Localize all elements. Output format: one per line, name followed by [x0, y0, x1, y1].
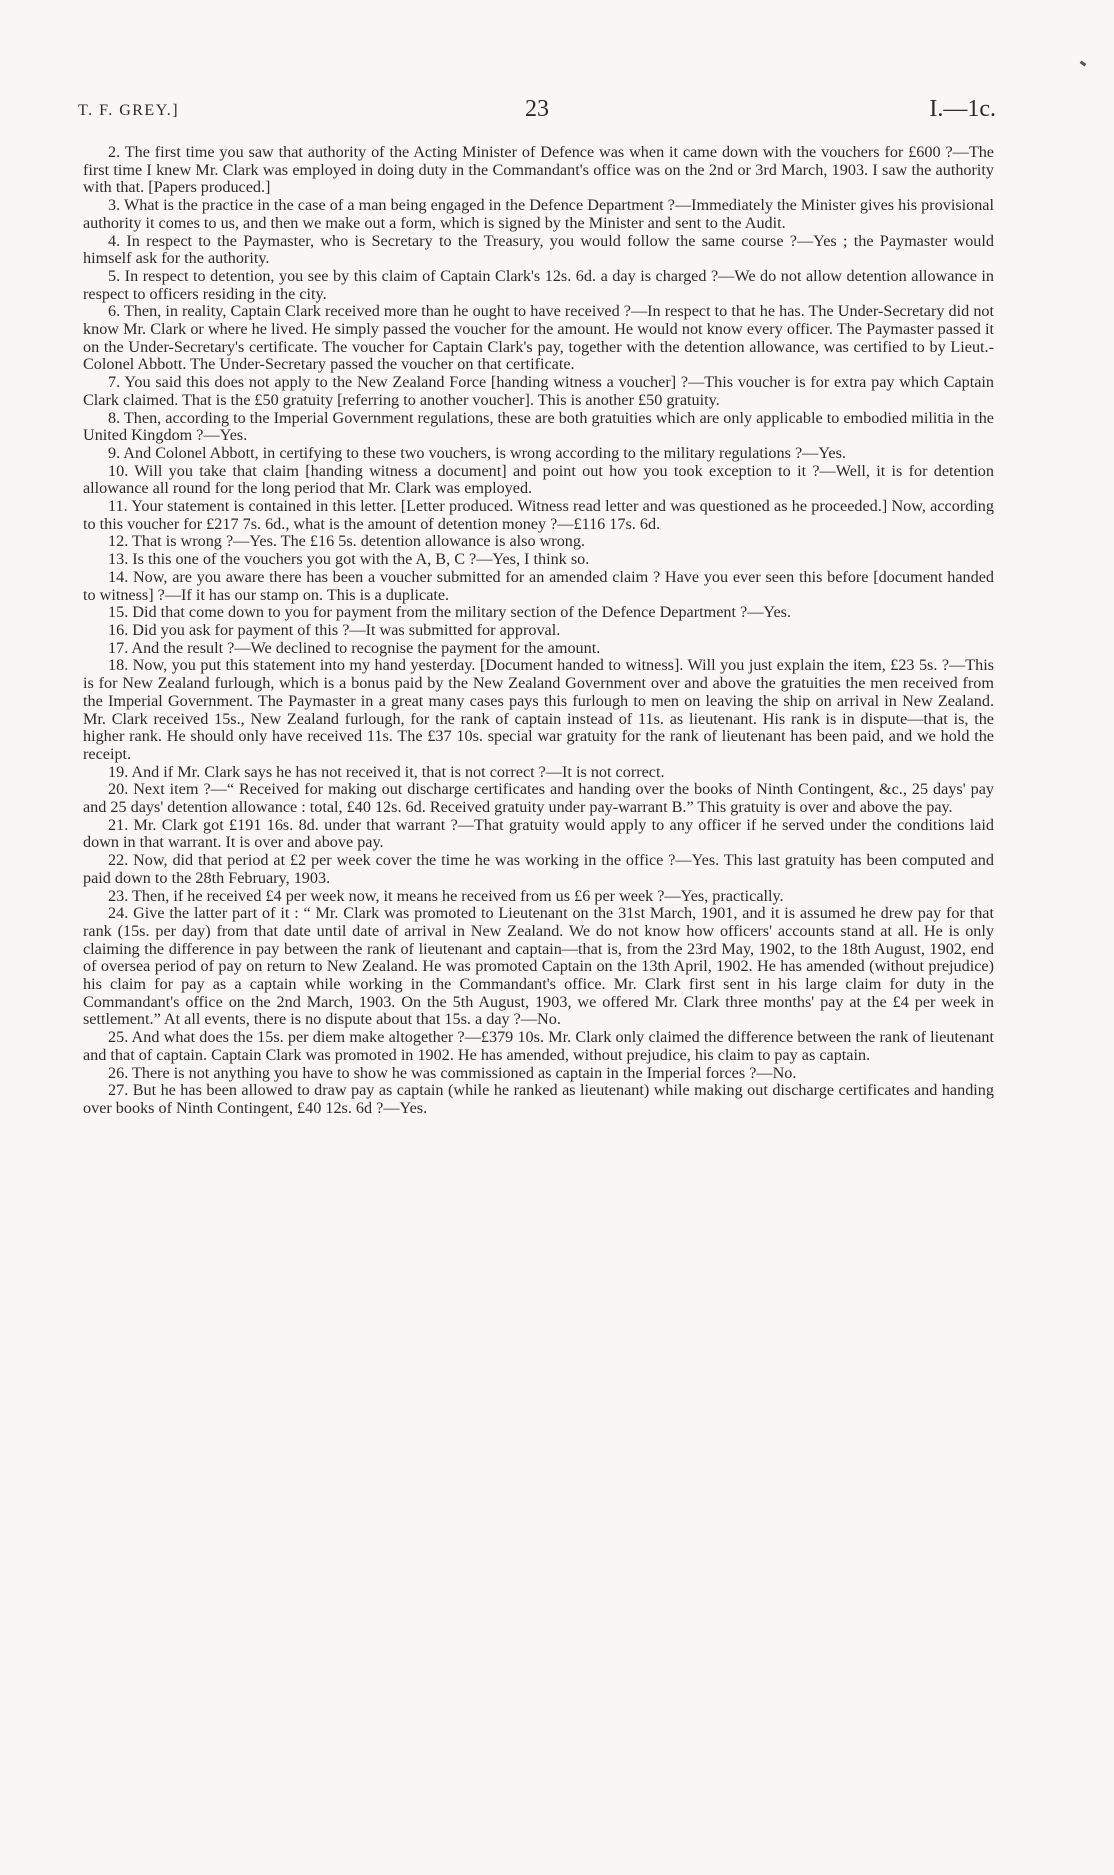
paragraph-q5: 5. In respect to detention, you see by this claim of Captain Clark's 12s. 6d. a day is charged ?—We do not allow detention allowance in respect to officers residing in the city. [83, 266, 994, 303]
paragraph-q12: 12. That is wrong ?—Yes. The £16 5s. detention allowance is also wrong. [108, 532, 586, 551]
paragraph-q3: 3. What is the practice in the case of a man being engaged in the Defence Department ?—Immediately the Minister gives his provisional authority it comes to us, and then we make out a form, which is signed by the Minister and sent to the Audit. [83, 196, 994, 232]
paragraph-q11: 11. Your statement is contained in this letter. [Letter produced. Witness read letter and was questioned as he proceeded.] Now, according to this voucher for £217 7s. 6d., what is the amount of detention money ?—£116 17s. 6d. [83, 497, 994, 533]
paragraph-q16: 16. Did you ask for payment of this ?—It was submitted for approval. [108, 620, 561, 639]
paragraph-q27: 27. But he has been allowed to draw pay as captain (while he ranked as lieutenant) while making out discharge certificates and handing over books of Ninth Contingent, £40 12s. 6d ?—Yes. [83, 1081, 994, 1117]
paragraph-q18: 18. Now, you put this statement into my hand yesterday. [Document handed to witness]. Will you just explain the item, £23 5s. ?—This is for New Zealand furlough, which is a bonus paid by the New Zealand Government over and above the gratuities the men received from the Imperial Government. The Paymaster in a great many cases pays this furlough to men on leaving the ship on arrival in New Zealand. Mr. Clark received 15s., New Zealand furlough, for the rank of captain instead of 11s. as lieutenant. His rank is in dispute—that is, the higher rank. He should only have received 11s. The £37 10s. special war gratuity for the rank of lieutenant has been paid, and we hold the receipt. [83, 656, 994, 763]
paragraph-q2: 2. The first time you saw that authority of the Acting Minister of Defence was when it came down with the vouchers for £600 ?—The first time I knew Mr. Clark was employed in doing duty in the Commandant's office was on the 2nd or 3rd March, 1903. I saw the authority with that. [Papers produced.] [83, 143, 994, 197]
paragraph-q9: 9. And Colonel Abbott, in certifying to these two vouchers, is wrong according to the military regulations ?—Yes. [108, 443, 846, 462]
paragraph-q22: 22. Now, did that period at £2 per week cover the time he was working in the office ?—Yes. This last gratuity has been computed and paid down to the 28th February, 1903. [83, 851, 994, 887]
page-header [78, 96, 996, 130]
paragraph-q19: 19. And if Mr. Clark says he has not received it, that is not correct ?—It is not correct. [108, 762, 665, 781]
paragraph-q26: 26. There is not anything you have to show he was commissioned as captain in the Imperial forces ?—No. [108, 1063, 797, 1082]
paragraph-q23: 23. Then, if he received £4 per week now, it means he received from us £6 per week ?—Yes, practically. [108, 886, 784, 905]
paragraph-q21: 21. Mr. Clark got £191 16s. 8d. under that warrant ?—That gratuity would apply to any officer if he served under the conditions laid down in that warrant. It is over and above pay. [83, 815, 994, 852]
paragraph-q7: 7. You said this does not apply to the New Zealand Force [handing witness a voucher] ?—This voucher is for extra pay which Captain Clark claimed. That is the £50 gratuity [referring to another voucher]. This is another £50 gratuity. [83, 373, 994, 409]
paragraph-q20: 20. Next item ?—“ Received for making out discharge certificates and handing over the books of Ninth Contingent, &c., 25 days' pay and 25 days' detention allowance : total, £40 12s. 6d. Received gratuity under pay-warrant B.” This gratuity is over and above the pay. [83, 780, 994, 817]
paragraph-q13: 13. Is this one of the vouchers you got with the A, B, C ?—Yes, I think so. [108, 550, 590, 569]
page-number: 23 [525, 96, 549, 122]
running-head-author: T. F. GREY.] [78, 102, 180, 119]
paragraph-q15: 15. Did that come down to you for payment from the military section of the Defence Department ?—Yes. [108, 603, 791, 622]
scan-mark [1080, 61, 1087, 67]
paragraph-q6: 6. Then, in reality, Captain Clark received more than he ought to have received ?—In respect to that he has. The Under-Secretary did not know Mr. Clark or where he lived. He simply passed the voucher for the amount. He would not know every officer. The Paymaster passed it on the Under-Secretary's certificate. The voucher for Captain Clark's pay, together with the detention allowance, was certified to by Lieut.-Colonel Abbott. The Under-Secretary passed the voucher on that certificate. [83, 302, 994, 374]
paragraph-q10: 10. Will you take that claim [handing witness a document] and point out how you took exception to it ?—Well, it is for detention allowance all round for the long period that Mr. Clark was employed. [83, 461, 994, 498]
paper-code: I.—1c. [929, 96, 996, 122]
paragraph-q8: 8. Then, according to the Imperial Government regulations, these are both gratuities which are only applicable to embodied militia in the United Kingdom ?—Yes. [83, 408, 994, 445]
paragraph-q17: 17. And the result ?—We declined to recognise the payment for the amount. [108, 638, 601, 657]
paragraph-q4: 4. In respect to the Paymaster, who is Secretary to the Treasury, you would follow the same course ?—Yes ; the Paymaster would himself ask for the authority. [83, 231, 994, 268]
paragraph-q14: 14. Now, are you aware there has been a voucher submitted for an amended claim ? Have you ever seen this before [document handed to witness] ?—If it has our stamp on. This is a duplicate. [83, 567, 994, 604]
paragraph-q24: 24. Give the latter part of it : “ Mr. Clark was promoted to Lieutenant on the 31st March, 1901, and it is assumed he drew pay for that rank (15s. per day) from that date until date of arrival in New Zealand. We do not know how officers' accounts stand at all. He is only claiming the difference in pay between the rank of lieutenant and captain—that is, from the 23rd May, 1902, to the 18th August, 1902, end of oversea period of pay on return to New Zealand. He was promoted Captain on the 13th April, 1902. He has amended (without prejudice) his claim for pay as a captain while working in the Commandant's office. Mr. Clark first sent in his large claim for duty in the Commandant's office on the 2nd March, 1903. On the 5th August, 1903, we offered Mr. Clark three months' pay at the £4 per week in settlement.” At all events, there is no dispute about that 15s. a day ?—No. [83, 904, 994, 1029]
testimony-body [83, 144, 994, 1118]
paragraph-q25: 25. And what does the 15s. per diem make altogether ?—£379 10s. Mr. Clark only claimed the difference between the rank of lieutenant and that of captain. Captain Clark was promoted in 1902. He has amended, without prejudice, his claim to pay as captain. [83, 1028, 994, 1064]
